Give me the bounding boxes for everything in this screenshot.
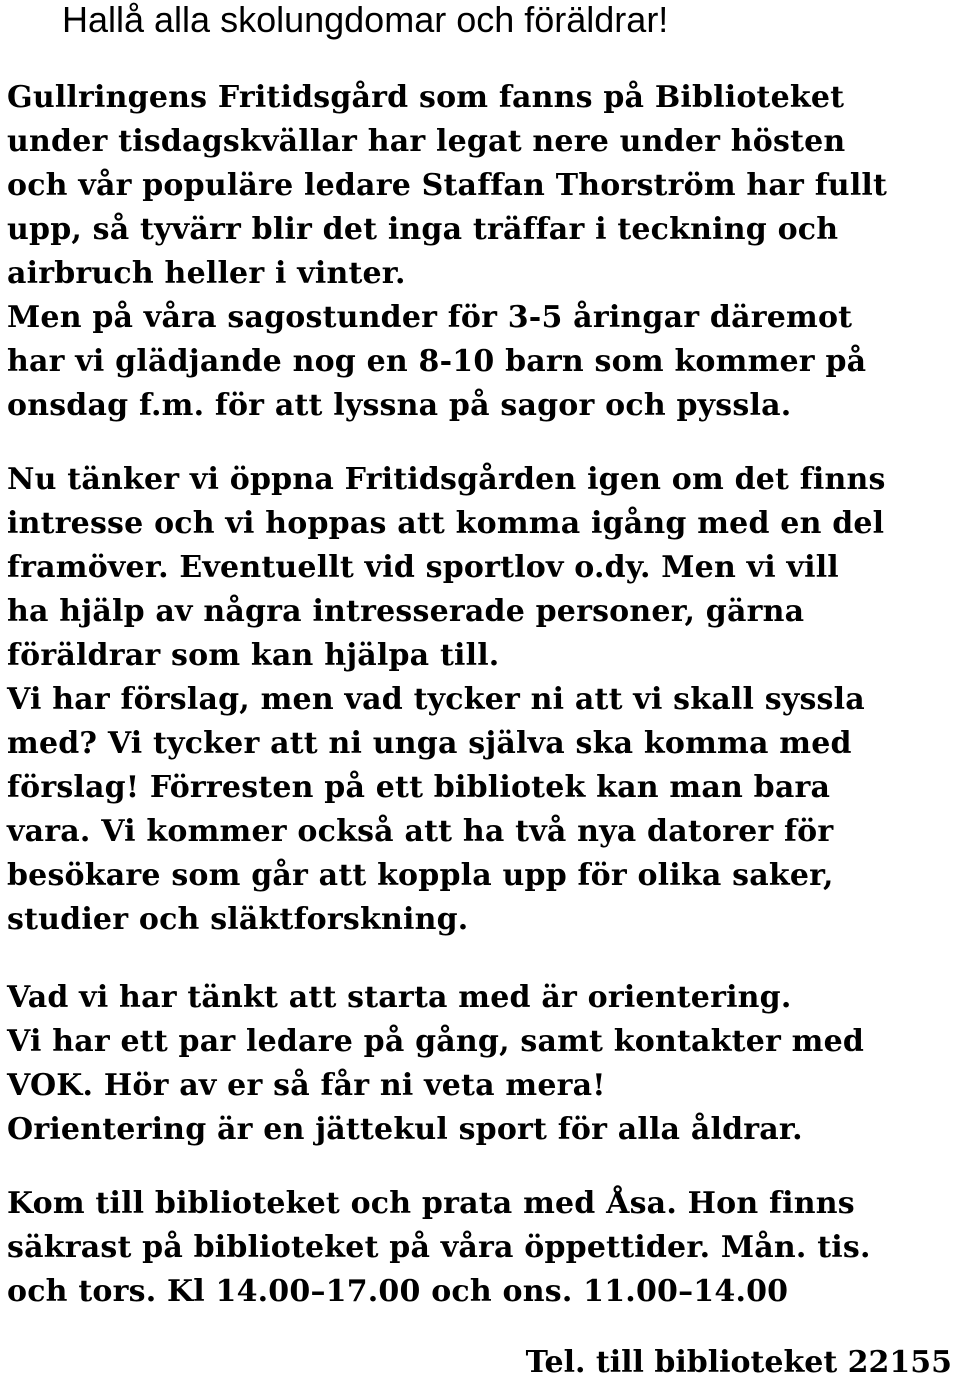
paragraph-opening-hours xyxy=(7,1182,871,1314)
page-heading: Hallå alla skolungdomar och föräldrar! xyxy=(62,0,669,40)
library-phone-number: Tel. till biblioteket 22155 xyxy=(525,1345,952,1380)
text-line: förslag! Förresten på ett bibliotek kan man bara xyxy=(7,770,831,805)
text-line: Vi har förslag, men vad tycker ni att vi skall syssla xyxy=(7,682,865,717)
text-line: upp, så tyvärr blir det inga träffar i teckning och xyxy=(7,212,839,247)
text-line: airbruch heller i vinter. xyxy=(7,256,406,291)
text-line: studier och släktforskning. xyxy=(7,902,469,937)
text-line: Orientering är en jättekul sport för alla åldrar. xyxy=(7,1112,803,1147)
text-line: Nu tänker vi öppna Fritidsgården igen om det finns xyxy=(7,462,886,497)
text-line: Gullringens Fritidsgård som fanns på Biblioteket xyxy=(7,80,845,115)
text-line: intresse och vi hoppas att komma igång med en del xyxy=(7,506,885,541)
text-line: onsdag f.m. för att lyssna på sagor och pyssla. xyxy=(7,388,792,423)
text-line: under tisdagskvällar har legat nere under hösten xyxy=(7,124,846,159)
text-line: Men på våra sagostunder för 3-5 åringar däremot xyxy=(7,300,853,335)
text-line: säkrast på biblioteket på våra öppettider. Mån. tis. xyxy=(7,1230,871,1265)
text-line: och vår populäre ledare Staffan Thorström har fullt xyxy=(7,168,888,203)
paragraph-fritidsgard-status xyxy=(7,76,887,428)
text-line: och tors. Kl 14.00–17.00 och ons. 11.00–14.00 xyxy=(7,1274,789,1309)
text-line: ha hjälp av några intresserade personer, gärna xyxy=(7,594,805,629)
text-line: med? Vi tycker att ni unga själva ska komma med xyxy=(7,726,852,761)
text-line: Kom till biblioteket och prata med Åsa. Hon finns xyxy=(7,1186,855,1221)
paragraph-reopening-plans xyxy=(7,458,886,942)
text-line: besökare som går att koppla upp för olika saker, xyxy=(7,858,834,893)
text-line: Vad vi har tänkt att starta med är orientering. xyxy=(7,980,792,1015)
paragraph-orienteering xyxy=(7,976,864,1152)
text-line: VOK. Hör av er så får ni veta mera! xyxy=(7,1068,606,1103)
text-line: Vi har ett par ledare på gång, samt kontakter med xyxy=(7,1024,865,1059)
text-line: har vi glädjande nog en 8-10 barn som kommer på xyxy=(7,344,867,379)
text-line: vara. Vi kommer också att ha två nya datorer för xyxy=(7,814,834,849)
text-line: framöver. Eventuellt vid sportlov o.dy. Men vi vill xyxy=(7,550,839,585)
text-line: föräldrar som kan hjälpa till. xyxy=(7,638,500,673)
